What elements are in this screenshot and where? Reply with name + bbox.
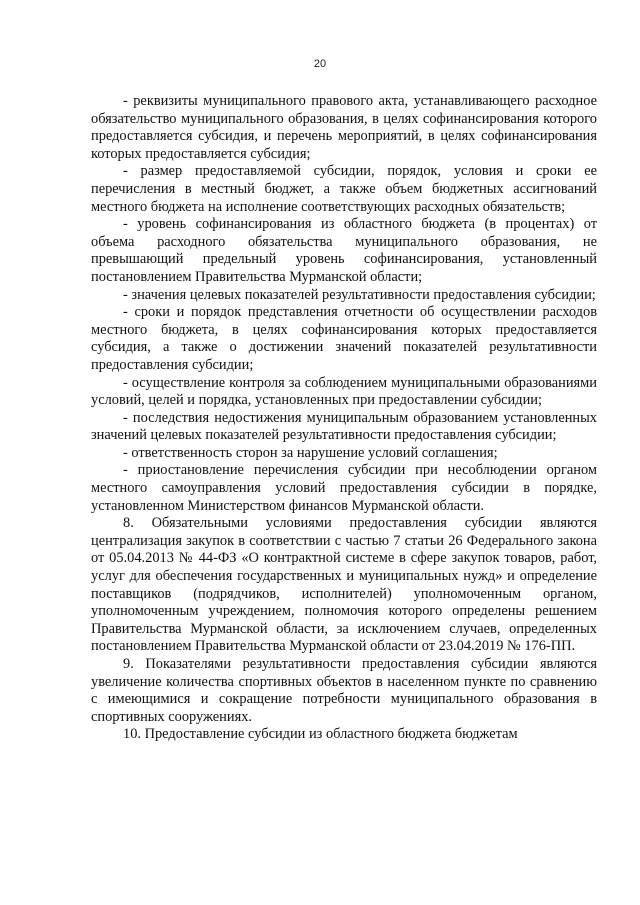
paragraph-requisites: - реквизиты муниципального правового акта, устанавливающего расходное обязательство муниципального образования, в целях софинансирования которого предоставляется субсидия, и перечень мероприятий, в целях софинансирования которых предоставляется субсидия; bbox=[91, 93, 597, 162]
paragraph-control: - осуществление контроля за соблюдением муниципальными образованиями условий, целей и порядка, установленных при предоставлении субсидии; bbox=[91, 374, 597, 409]
paragraph-reporting: - сроки и порядок представления отчетности об осуществлении расходов местного бюджета, в целях софинансирования которых предоставляется субсидия, а также о достижении значений показателей результативности предоставления субсидии; bbox=[91, 304, 597, 373]
paragraph-target-indicators: - значения целевых показателей результативности предоставления субсидии; bbox=[123, 286, 596, 303]
paragraph-8-conditions: 8. Обязательными условиями предоставления субсидии являются централизация закупок в соответствии с частью 7 статьи 26 Федерального закона от 05.04.2013 № 44-ФЗ «О контрактной системе в сфере закупок товаров, работ, услуг для обеспечения государственных и муниципальных нужд» и определение поставщиков (подрядчиков, исполнителей) уполномоченным органом, уполномоченным учреждением, полномочия которого определены решением Правительства Мурманской области, за исключением случаев, определенных постановлением Правительства Мурманской области от 23.04.2019 № 176-ПП. bbox=[91, 515, 597, 655]
paragraph-consequences: - последствия недостижения муниципальным образованием установленных значений целевых показателей результативности предоставления субсидии; bbox=[91, 409, 597, 444]
paragraph-suspension: - приостановление перечисления субсидии при несоблюдении органом местного самоуправления условий предоставления субсидии в порядке, установленном Министерством финансов Мурманской области. bbox=[91, 462, 597, 514]
page-number: 20 bbox=[313, 58, 327, 70]
paragraph-responsibility: - ответственность сторон за нарушение условий соглашения; bbox=[123, 444, 498, 461]
paragraph-10-provision: 10. Предоставление субсидии из областного бюджета бюджетам bbox=[123, 726, 518, 743]
paragraph-cofinancing-level: - уровень софинансирования из областного бюджета (в процентах) от объема расходного обязательства муниципального образования, не превышающий предельный уровень софинансирования, установленный постановлением Правительства Мурманской области; bbox=[91, 216, 597, 285]
paragraph-subsidy-size: - размер предоставляемой субсидии, порядок, условия и сроки ее перечисления в местный бюджет, а также объем бюджетных ассигнований местного бюджета на исполнение соответствующих расходных обязательств; bbox=[91, 163, 597, 215]
paragraph-9-indicators: 9. Показателями результативности предоставления субсидии являются увеличение количества спортивных объектов в населенном пункте по сравнению с имеющимися и сокращение потребности муниципального образования в спортивных сооружениях. bbox=[91, 656, 597, 725]
document-body bbox=[91, 93, 597, 744]
